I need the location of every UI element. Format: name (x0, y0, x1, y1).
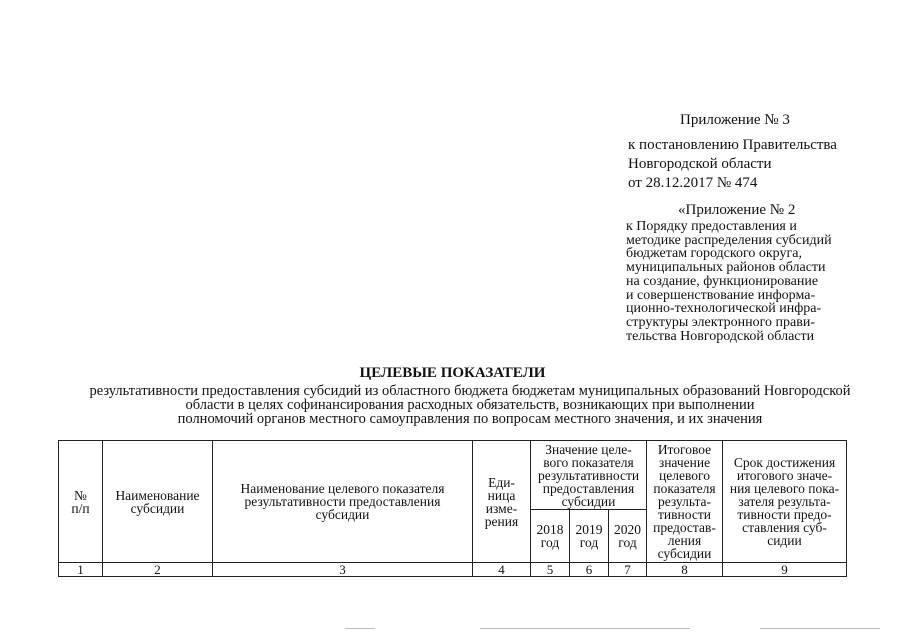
column-number: 5 (531, 563, 570, 577)
scan-artifact (480, 628, 690, 629)
header-subsidy-name: Наименование субсидии (103, 441, 213, 563)
inner-appendix-line: структуры электронного прави- (626, 314, 815, 330)
header-value-group: Значение целе- вого показателя результативности предоставления субсидии (531, 441, 647, 510)
inner-appendix-line: тельства Новгородской области (626, 328, 815, 344)
subtitle-line: области в целях софинансирования расходных обязательств, возникающих при выполнении (185, 397, 755, 413)
column-number: 9 (723, 563, 847, 577)
decree-line: от 28.12.2017 № 474 (628, 175, 758, 191)
inner-appendix-title: «Приложение № 2 (678, 202, 796, 218)
header-unit: Еди- ница изме- рения (473, 441, 531, 563)
header-year-2020: 2020 год (609, 510, 647, 563)
table-header-row (59, 441, 847, 510)
column-number: 4 (473, 563, 531, 577)
column-number: 2 (103, 563, 213, 577)
inner-appendix-line: методике распределения субсидий (626, 232, 832, 248)
header-year-2018: 2018 год (531, 510, 570, 563)
column-number-row (59, 563, 847, 577)
inner-appendix-line: бюджетам городского округа, (626, 246, 802, 262)
inner-appendix-line: к Порядку предоставления и (626, 219, 797, 234)
inner-appendix-line: на создание, функционирование (626, 273, 819, 289)
inner-appendix-line: ционно-технологической инфра- (626, 301, 822, 317)
column-number: 8 (647, 563, 723, 577)
subtitle-line: полномочий органов местного самоуправления по вопросам местного значения, и их значения (177, 411, 763, 427)
subtitle-line: результативности предоставления субсидий из областного бюджета бюджетам муниципальных образований Новгородской (89, 383, 851, 399)
inner-appendix-line: и совершенствование информа- (626, 287, 816, 303)
header-number: № п/п (59, 441, 103, 563)
column-number: 3 (213, 563, 473, 577)
decree-line: Новгородской области (628, 156, 772, 172)
column-number: 6 (570, 563, 609, 577)
scan-artifact (760, 628, 880, 629)
decree-line: к постановлению Правительства (628, 137, 837, 153)
indicators-table (58, 440, 847, 577)
header-final-value: Итоговое значение целевого показателя результа- тивности предостав- ления субсидии (647, 441, 723, 563)
column-number: 1 (59, 563, 103, 577)
column-number: 7 (609, 563, 647, 577)
document-title: ЦЕЛЕВЫЕ ПОКАЗАТЕЛИ (359, 365, 546, 381)
decree-reference (628, 136, 888, 193)
inner-appendix-description (626, 220, 856, 343)
document-subtitle (60, 384, 880, 426)
scan-artifact (345, 628, 375, 629)
inner-appendix-line: муниципальных районов области (626, 260, 826, 276)
header-indicator-name: Наименование целевого показателя результативности предоставления субсидии (213, 441, 473, 563)
header-year-2019: 2019 год (570, 510, 609, 563)
header-deadline: Срок достижения итогового значе- ния целевого пока- зателя результа- тивности предо- ставления суб- сидии (723, 441, 847, 563)
appendix-title: Приложение № 3 (680, 112, 790, 128)
